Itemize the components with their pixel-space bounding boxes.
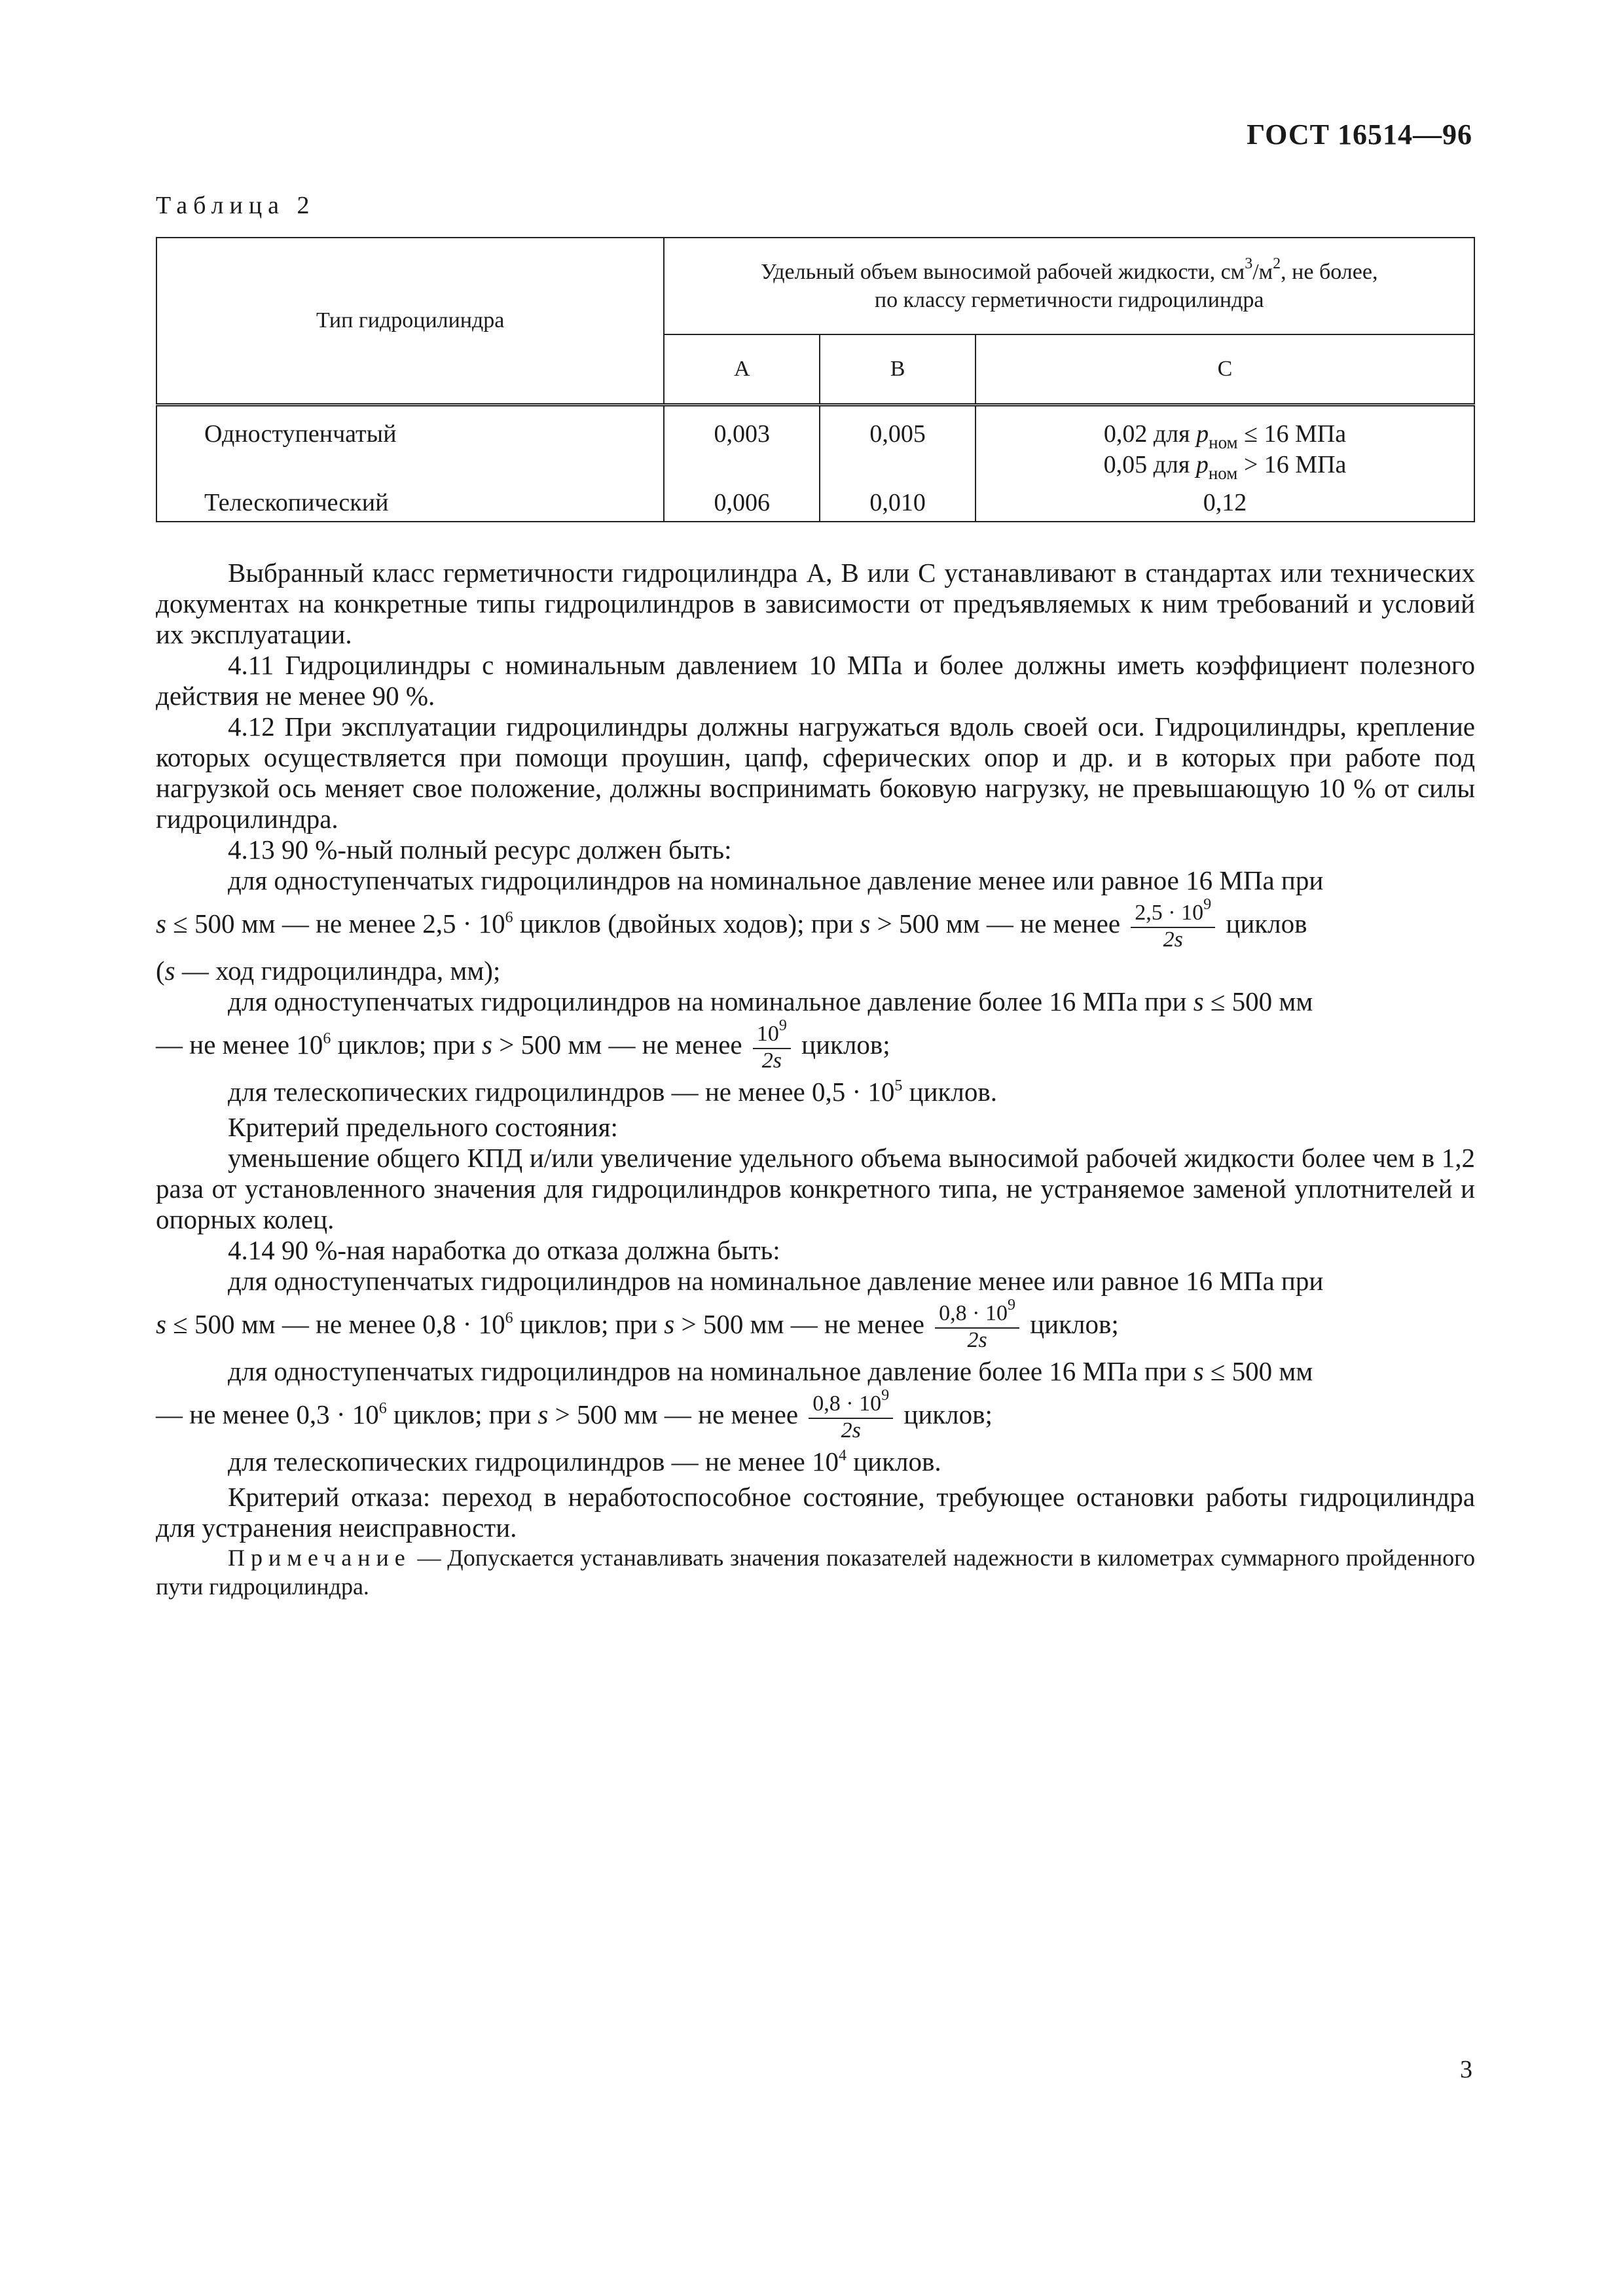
row2-type: Телескопический (156, 488, 664, 522)
paragraph: для телескопических гидроцилиндров — не менее $0,5 \cdot 10^5$ циклов. (228, 1077, 997, 1107)
fraction: $\frac{10^9}{2s}$ (753, 1022, 791, 1073)
paragraph: для одноступенчатых гидроцилиндров на номинальное давление более 16 МПа при s ≤ 500 мм (228, 1356, 1313, 1386)
header-class-c: C (976, 334, 1474, 405)
table-caption: Таблица 2 (156, 192, 316, 219)
row1-a: 0,003 (664, 405, 820, 489)
paragraph: для одноступенчатых гидроцилиндров на номинальное давление менее или равное 16 МПа при (228, 865, 1324, 895)
header-group-line2: по классу герметичности гидроцилиндра (874, 287, 1264, 312)
fraction: $\frac{2,5 \cdot 10^9}{2s}$ (1131, 901, 1215, 952)
row2-b: 0,010 (820, 488, 976, 522)
header-class-a: A (664, 334, 820, 405)
paragraph: 4.12 При эксплуатации гидроцилиндры должны нагружаться вдоль своей оси. Гидроцилиндры, крепление которых осуществляется при помощи проушин, цапф, сферических опор и др. и в которых при работе под нагрузкой ось меняет свое положение, должны воспринимать боковую нагрузку, не превышающую 10 % от силы гидроцилиндра. (156, 711, 1475, 834)
paragraph: (s — ход гидроцилиндра, мм); (156, 956, 501, 986)
table-row (156, 405, 1474, 489)
formula-line: s ≤ 500 мм — не менее $2,5 \cdot 10^6$ циклов (двойных ходов); при s > 500 мм — не менее $\frac{2,5 \cdot 10^9}{2s}$ циклов (156, 896, 1307, 952)
paragraph: Выбранный класс герметичности гидроцилиндра А, В или С устанавливают в стандартах или технических документах на конкретные типы гидроцилиндров в зависимости от предъявляемых к ним требований и условий их эксплуатации. (156, 558, 1475, 649)
note-label: Примечание (228, 1545, 411, 1571)
header-type: Тип гидроцилиндра (156, 238, 664, 405)
formula-line: — не менее $10^6$ циклов; при s > 500 мм — не менее $\frac{10^9}{2s}$ циклов; (156, 1017, 890, 1073)
paragraph: для одноступенчатых гидроцилиндров на номинальное давление более 16 МПа при s ≤ 500 мм (228, 986, 1313, 1016)
paragraph: Критерий отказа: переход в неработоспособное состояние, требующее остановки работы гидроцилиндра для устранения неисправности. (156, 1482, 1475, 1543)
header-group: Удельный объем выносимой рабочей жидкости, $см^3/м^2$, не более, по классу герметичности гидроцилиндра (664, 238, 1474, 334)
row1-b: 0,005 (820, 405, 976, 489)
formula-line: — не менее $0,3 \cdot 10^6$ циклов; при s > 500 мм — не менее $\frac{0,8 \cdot 10^9}{2s}$ циклов; (156, 1387, 993, 1443)
row1-type: Одноступенчатый (156, 405, 664, 489)
note-text: — Допускается устанавливать значения показателей надежности в километрах суммарного пройденного пути гидроцилиндра. (156, 1545, 1475, 1600)
header-class-b: B (820, 334, 976, 405)
fraction: $\frac{0,8 \cdot 10^9}{2s}$ (809, 1392, 893, 1443)
row2-c: 0,12 (976, 488, 1474, 522)
formula-line: s ≤ 500 мм — не менее $0,8 \cdot 10^6$ циклов; при s > 500 мм — не менее $\frac{0,8 \cdot 10^9}{2s}$ циклов; (156, 1297, 1119, 1353)
paragraph: для одноступенчатых гидроцилиндров на номинальное давление менее или равное 16 МПа при (228, 1266, 1324, 1296)
paragraph: 4.14 90 %-ная наработка до отказа должна быть: (228, 1235, 780, 1265)
fraction: $\frac{0,8 \cdot 10^9}{2s}$ (935, 1302, 1019, 1352)
paragraph: для телескопических гидроцилиндров — не менее $10^4$ циклов. (228, 1446, 941, 1477)
body-text (156, 558, 1475, 1601)
row1-c: 0,02 для $p_{ном} \le 16$ МПа 0,05 для $p_{ном} > 16$ МПа (976, 405, 1474, 489)
paragraph: 4.11 Гидроцилиндры с номинальным давлением 10 МПа и более должны иметь коэффициент полезного действия не менее 90 %. (156, 650, 1475, 711)
row2-a: 0,006 (664, 488, 820, 522)
document-header: ГОСТ 16514—96 (1247, 118, 1472, 151)
paragraph: уменьшение общего КПД и/или увеличение удельного объема выносимой рабочей жидкости более чем в 1,2 раза от установленного значения для гидроцилиндров конкретного типа, не устраняемое заменой уплотнителей и опорных колец. (156, 1143, 1475, 1234)
table-row (156, 488, 1474, 522)
paragraph: 4.13 90 %-ный полный ресурс должен быть: (228, 834, 732, 865)
header-group-line1: Удельный объем выносимой рабочей жидкости, см (760, 259, 1245, 284)
page-number: 3 (1460, 2056, 1472, 2083)
note (156, 1543, 1475, 1601)
table-2 (156, 237, 1475, 522)
paragraph: Критерий предельного состояния: (228, 1112, 618, 1142)
